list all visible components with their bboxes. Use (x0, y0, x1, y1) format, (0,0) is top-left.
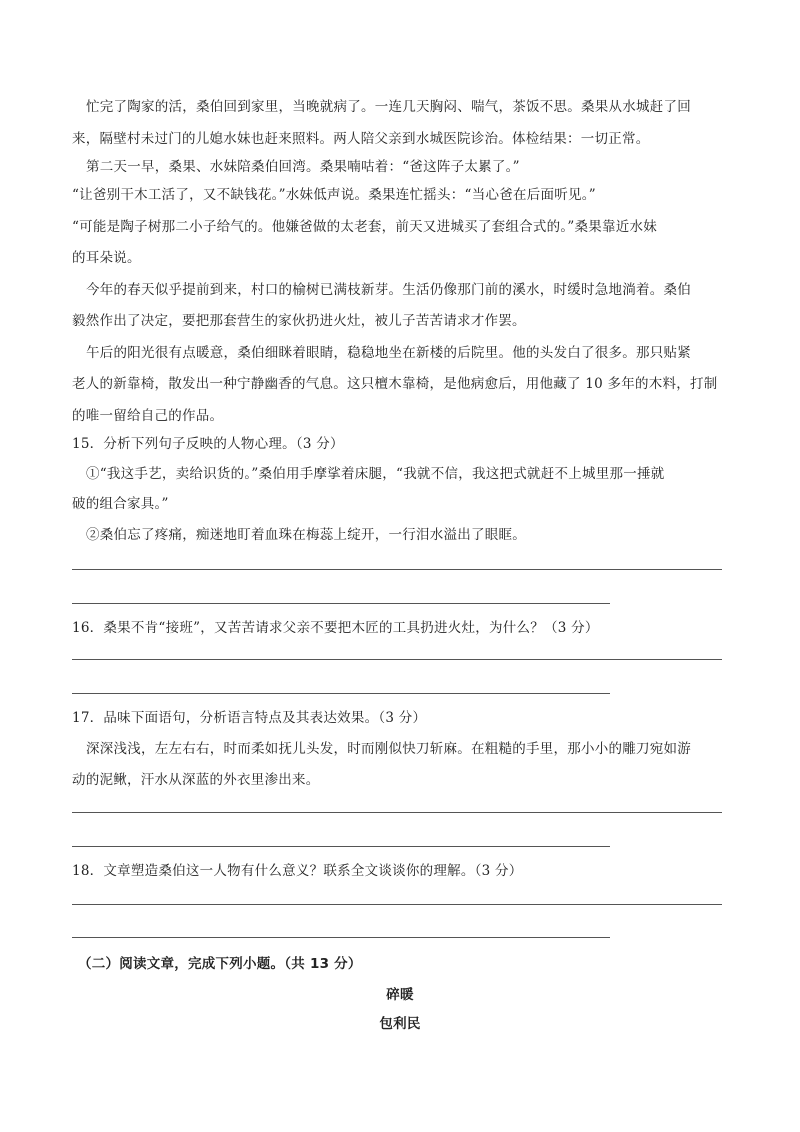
article-title: 碎暖 (386, 987, 414, 1003)
section-2-heading: （二）阅读文章，完成下列小题。（共 13 分） (78, 956, 362, 972)
question-15-sentence-1: ①“我这手艺，卖给识货的。”桑伯用手摩挲着床腿，“我就不信，我这把式就赶不上城里那一捶就 (86, 466, 665, 482)
story-line: 来，隔壁村未过门的儿媳水妹也赶来照料。两人陪父亲到水城医院诊治。体检结果：一切正常。 (72, 131, 650, 147)
answer-line[interactable] (72, 603, 610, 604)
story-line: 午后的阳光很有点暖意，桑伯细眯着眼睛，稳稳地坐在新楼的后院里。他的头发白了很多。那只贴紧 (86, 345, 691, 361)
article-author: 包利民 (379, 1016, 421, 1032)
question-17-passage: 深深浅浅，左左右右，时而柔如抚儿头发，时而刚似快刀斩麻。在粗糙的手里，那小小的雕刀宛如游 (86, 741, 691, 757)
question-16-title: 16．桑果不肯“接班”，又苦苦请求父亲不要把木匠的工具扔进火灶，为什么？（3 分） (72, 620, 599, 636)
answer-line[interactable] (72, 937, 610, 938)
question-15-sentence-1-cont: 破的组合家具。” (72, 496, 169, 512)
question-15-sentence-2: ②桑伯忘了疼痛，痴迷地盯着血珠在梅蕊上绽开，一行泪水溢出了眼眶。 (86, 527, 526, 543)
answer-line[interactable] (72, 812, 722, 813)
answer-line[interactable] (72, 846, 610, 847)
story-line: “可能是陶子树那二小子给气的。他嫌爸做的太老套，前天又进城买了套组合式的。”桑果靠近水妹 (72, 219, 658, 235)
answer-line[interactable] (72, 659, 722, 660)
answer-line[interactable] (72, 904, 722, 905)
story-line: 今年的春天似乎提前到来，村口的榆树已满枝新芽。生活仍像那门前的溪水，时缓时急地淌着。桑伯 (86, 282, 691, 298)
question-17-passage-cont: 动的泥鳅，汗水从深蓝的外衣里渗出来。 (72, 772, 320, 788)
answer-line[interactable] (72, 693, 610, 694)
answer-line[interactable] (72, 569, 722, 570)
story-line: 的耳朵说。 (72, 250, 141, 266)
question-15-title: 15．分析下列句子反映的人物心理。（3 分） (72, 436, 344, 452)
question-18-title: 18．文章塑造桑伯这一人物有什么意义？联系全文谈谈你的理解。（3 分） (72, 863, 523, 879)
story-line: 的唯一留给自己的作品。 (72, 408, 224, 424)
story-line: 毅然作出了决定，要把那套营生的家伙扔进火灶，被儿子苦苦请求才作罢。 (72, 313, 526, 329)
story-line: 第二天一早，桑果、水妹陪桑伯回湾。桑果喃咕着：“爸这阵子太累了。” (86, 159, 520, 175)
story-line: 老人的新靠椅，散发出一种宁静幽香的气息。这只檀木靠椅，是他病愈后，用他藏了 10 多年的木料，打制 (72, 376, 718, 392)
story-line: 忙完了陶家的活，桑伯回到家里，当晚就病了。一连几天胸闷、喘气，茶饭不思。桑果从水城赶了回 (86, 99, 691, 115)
question-17-title: 17．品味下面语句，分析语言特点及其表达效果。（3 分） (72, 710, 427, 726)
story-line: “让爸别干木工活了，又不缺钱花。”水妹低声说。桑果连忙摇头：“当心爸在后面听见。” (72, 187, 596, 203)
